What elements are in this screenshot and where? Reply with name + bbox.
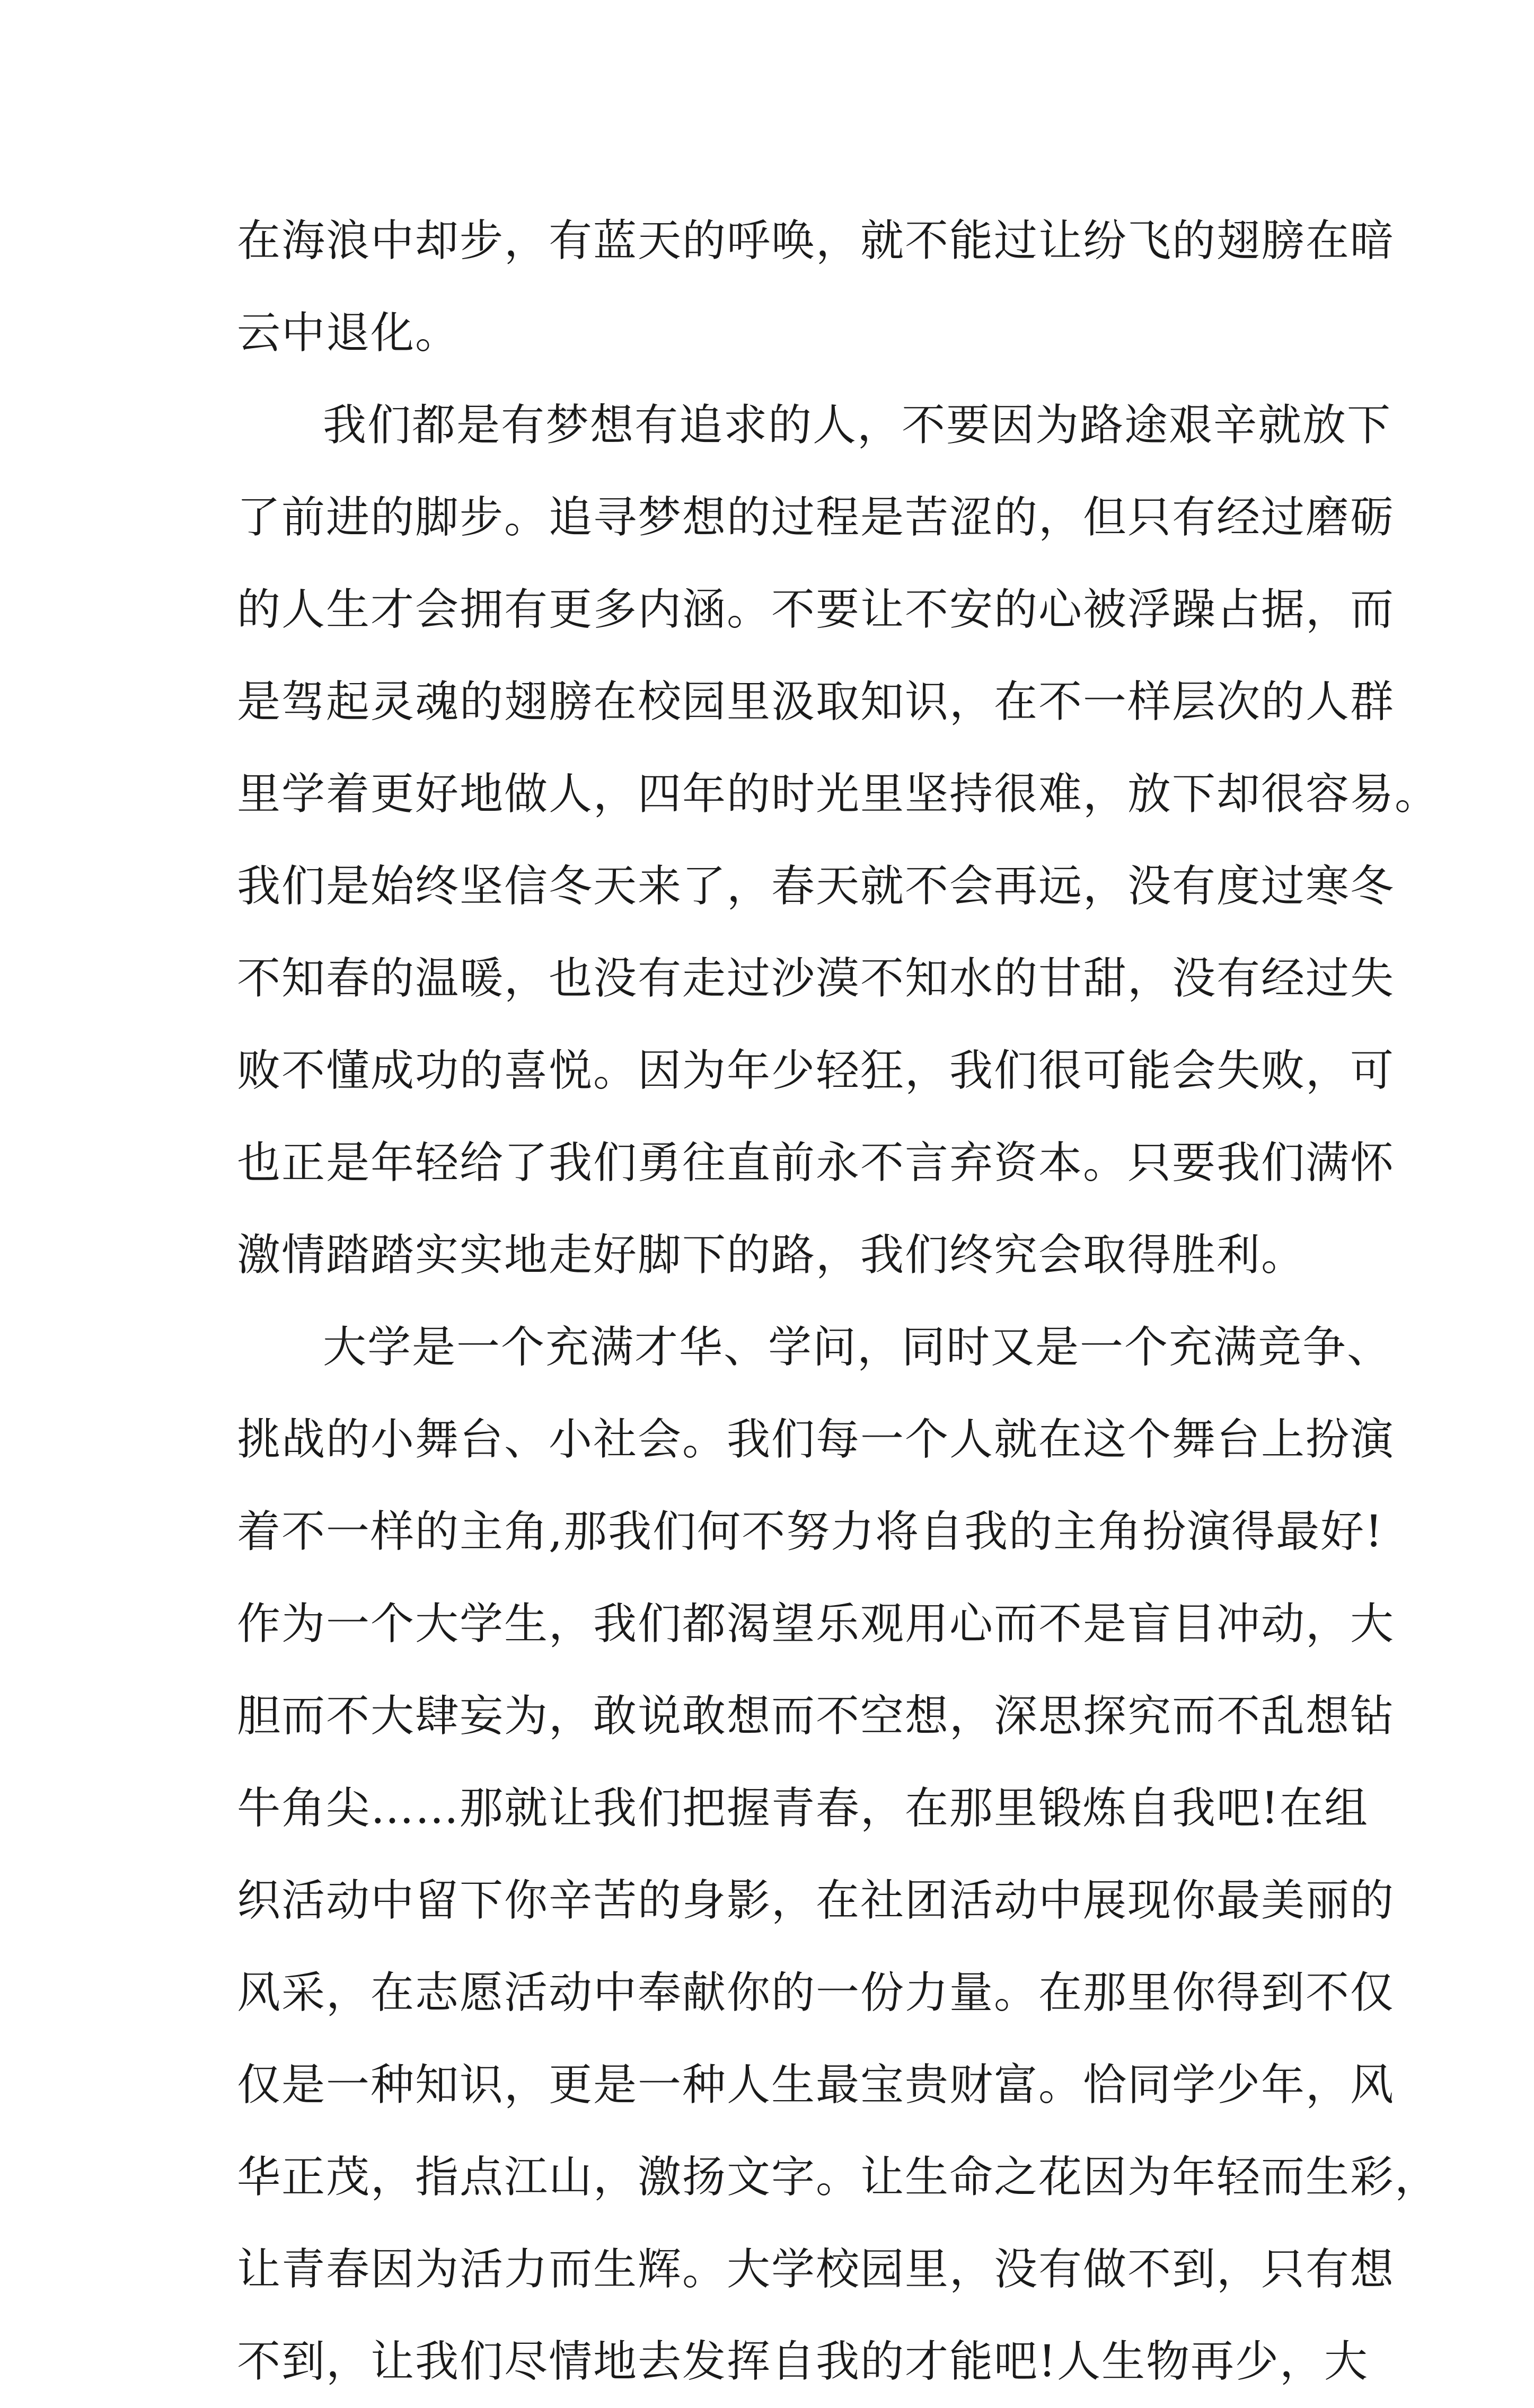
text-line: 了前进的脚步。追寻梦想的过程是苦涩的，但只有经过磨砺 [237,492,1395,543]
text-line: 风采，在志愿活动中奉献你的一份力量。在那里你得到不仅 [237,1968,1395,2018]
text-line: 仅是一种知识，更是一种人生最宝贵财富。恰同学少年，风 [237,2060,1395,2110]
text-line: 织活动中留下你辛苦的身影，在社团活动中展现你最美丽的 [237,1875,1395,1926]
text-line: 的人生才会拥有更多内涵。不要让不安的心被浮躁占据，而 [237,585,1395,635]
text-line: 挑战的小舞台、小社会。我们每一个人就在这个舞台上扮演 [237,1414,1395,1465]
text-line: 不到，让我们尽情地去发挥自我的才能吧!人生物再少，大 [237,2336,1369,2387]
text-line: 让青春因为活力而生辉。大学校园里，没有做不到，只有想 [237,2244,1395,2295]
text-line: 胆而不大肆妄为，敢说敢想而不空想，深思探究而不乱想钻 [237,1691,1395,1741]
text-line: 着不一样的主角,那我们何不努力将自我的主角扮演得最好! [237,1507,1384,1557]
text-line: 不知春的温暖，也没有走过沙漠不知水的甘甜，没有经过失 [237,953,1395,1004]
text-line: 作为一个大学生，我们都渴望乐观用心而不是盲目冲动，大 [237,1599,1395,1649]
text-line: 华正茂，指点江山，激扬文字。让生命之花因为年轻而生彩， [237,2152,1440,2202]
text-line: 里学着更好地做人，四年的时光里坚持很难，放下却很容易。 [237,769,1440,819]
text-line: 是驾起灵魂的翅膀在校园里汲取知识，在不一样层次的人群 [237,677,1395,727]
paragraph-start-line: 我们都是有梦想有追求的人，不要因为路途艰辛就放下 [323,400,1392,450]
text-line: 激情踏踏实实地走好脚下的路，我们终究会取得胜利。 [237,1230,1306,1280]
paragraph-start-line: 大学是一个充满才华、学问，同时又是一个充满竞争、 [323,1322,1392,1373]
text-line: 牛角尖……那就让我们把握青春，在那里锻炼自我吧!在组 [237,1783,1369,1834]
text-line: 我们是始终坚信冬天来了，春天就不会再远，没有度过寒冬 [237,861,1395,911]
text-line: 败不懂成功的喜悦。因为年少轻狂，我们很可能会失败，可 [237,1046,1395,1096]
body-text [237,195,1440,2408]
text-line: 云中退化。 [237,308,460,358]
text-line: 也正是年轻给了我们勇往直前永不言弃资本。只要我们满怀 [237,1138,1395,1188]
text-line: 在海浪中却步，有蓝天的呼唤，就不能过让纷飞的翅膀在暗 [237,216,1395,266]
